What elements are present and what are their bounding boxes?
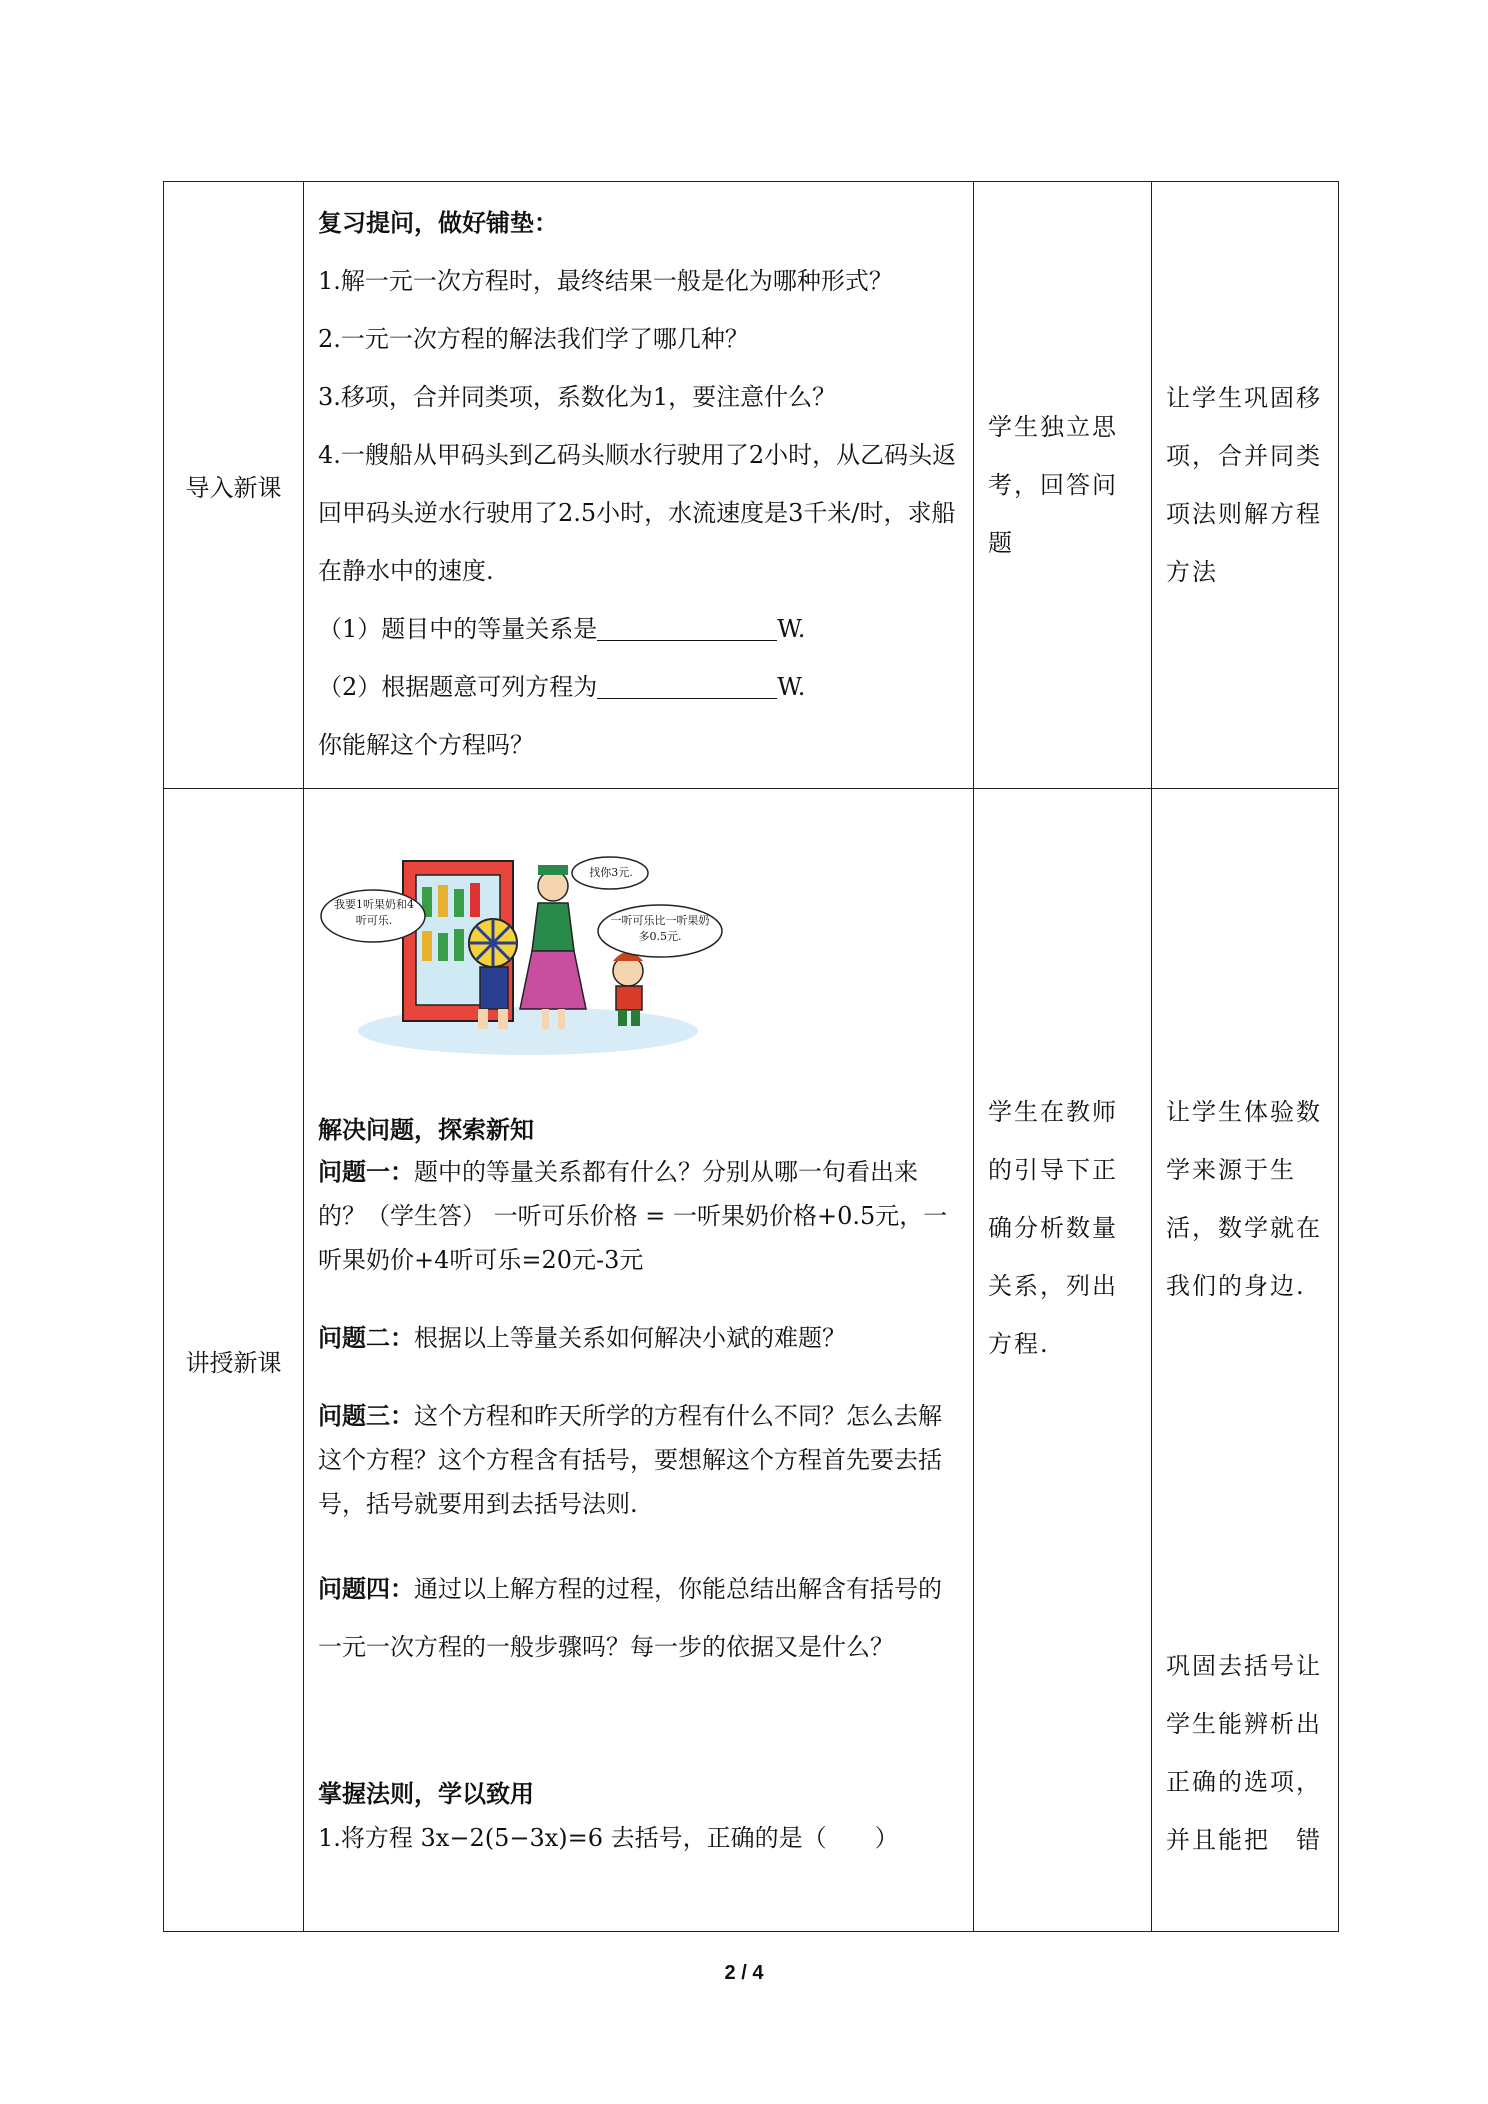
lesson-plan-table — [163, 181, 1339, 1932]
blank-underline — [597, 672, 777, 699]
page-number: 2 / 4 — [724, 1962, 764, 1984]
table-row — [164, 182, 1339, 789]
content-cell — [304, 182, 974, 789]
exercise-line: 1.将方程 3x−2(5−3x)=6 去括号，正确的是（ ） — [318, 1824, 899, 1852]
speech-bubble-girl: 我要1听果奶和4听可乐. — [334, 898, 414, 927]
student-activity-cell: 学生在教师的引导下正确分析数量关系，列出方程. — [974, 789, 1152, 1932]
blank-underline — [597, 614, 777, 641]
section-label: 讲授新课 — [164, 789, 304, 1932]
closing-line: 你能解这个方程吗？ — [318, 731, 534, 759]
question-line: 4.一艘船从甲码头到乙码头顺水行驶用了2小时，从乙码头返回甲码头逆水行驶用了2.5小时，水流速度是3千米/时，求船在静水中的速度. — [318, 441, 957, 585]
section-label: 导入新课 — [164, 182, 304, 789]
section-heading: 掌握法则，学以致用 — [318, 1779, 534, 1808]
content-cell — [304, 789, 974, 1932]
question-line: 1.解一元一次方程时，最终结果一般是化为哪种形式？ — [318, 267, 893, 295]
question-block: 问题三：这个方程和昨天所学的方程有什么不同？怎么去解这个方程？这个方程含有括号，要想解这个方程首先要去括号，括号就要用到去括号法则. — [318, 1401, 942, 1518]
design-intent-cell: 让学生体验数学来源于生活，数学就在我们的身边. 巩固去括号让学生能辨析出正确的选项，并且能把 错 — [1152, 789, 1339, 1932]
table-row — [164, 789, 1339, 1932]
speech-bubble-woman: 找你3元. — [589, 866, 633, 879]
question-block: 问题四：通过以上解方程的过程，你能总结出解含有括号的一元一次方程的一般步骤吗？每一步的依据又是什么？ — [318, 1574, 942, 1661]
speech-bubble-boy: 一听可乐比一听果奶多0.5元. — [610, 914, 710, 943]
fill-blank-line: （1）题目中的等量关系是 W. — [318, 615, 806, 643]
question-line: 3.移项，合并同类项，系数化为1，要注意什么？ — [318, 383, 837, 411]
section-heading: 解决问题，探索新知 — [318, 1115, 534, 1144]
question-line: 2.一元一次方程的解法我们学了哪几种？ — [318, 325, 749, 353]
question-block: 问题一：题中的等量关系都有什么？分别从哪一句看出来的？（学生答） 一听可乐价格 = 一听果奶价格+0.5元，一听果奶价+4听可乐=20元-3元 — [318, 1157, 948, 1274]
design-intent-cell: 让学生巩固移项，合并同类项法则解方程方法 — [1152, 182, 1339, 789]
question-block: 问题二：根据以上等量关系如何解决小斌的难题？ — [318, 1323, 846, 1352]
student-activity-cell: 学生独立思考，回答问题 — [974, 182, 1152, 789]
shop-illustration — [318, 831, 959, 1082]
fill-blank-line: （2）根据题意可列方程为 W. — [318, 673, 806, 701]
section-heading: 复习提问，做好铺垫： — [318, 208, 558, 237]
